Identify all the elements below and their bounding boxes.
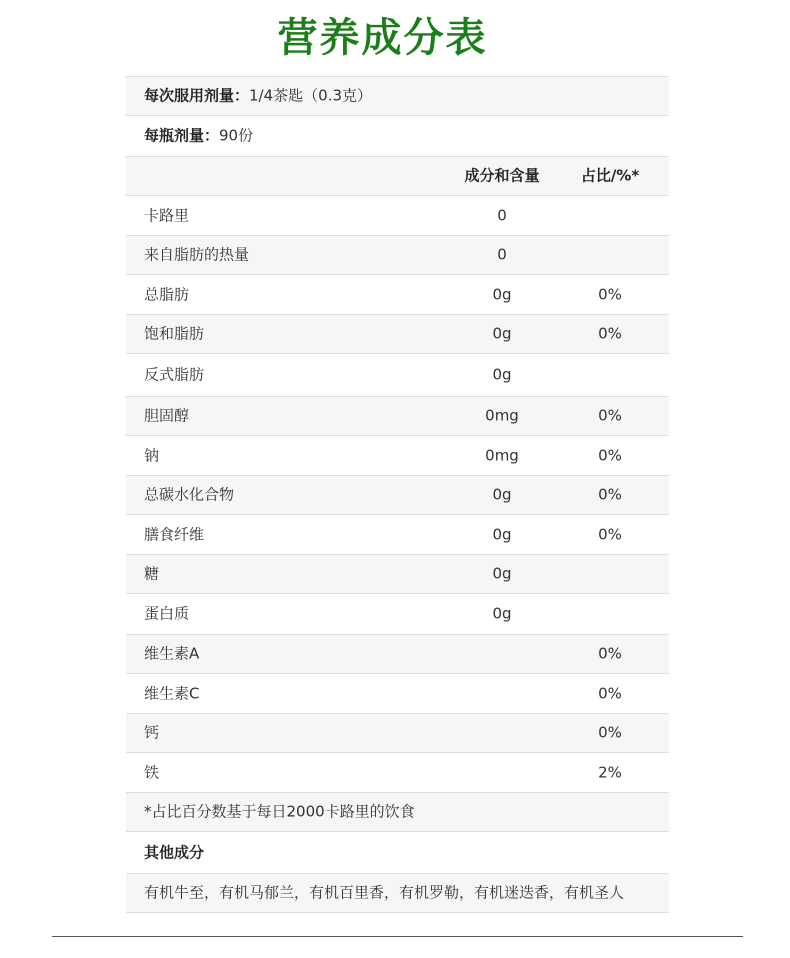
nutrient-percent: 0% xyxy=(598,684,622,702)
table-row xyxy=(126,314,669,353)
nutrition-table xyxy=(126,76,669,913)
nutrient-amount: 0g xyxy=(492,285,512,303)
nutrient-percent: 0% xyxy=(598,446,622,464)
nutrient-amount: 0mg xyxy=(485,406,519,425)
nutrient-percent: 0% xyxy=(598,644,622,663)
nutrient-amount: 0g xyxy=(492,485,512,504)
table-row xyxy=(126,396,669,435)
nutrient-amount: 0 xyxy=(497,206,507,224)
nutrient-rows xyxy=(126,195,669,792)
nutrient-amount: 0 xyxy=(497,245,507,264)
nutrient-amount: 0mg xyxy=(485,446,519,464)
table-row xyxy=(126,713,669,752)
table-row xyxy=(126,752,669,792)
nutrient-name: 铁 xyxy=(144,763,160,781)
nutrient-name: 饱和脂肪 xyxy=(144,324,205,343)
nutrient-name: 总脂肪 xyxy=(144,285,190,303)
other-ingredients-row xyxy=(126,873,669,913)
table-row xyxy=(126,673,669,713)
nutrient-name: 蛋白质 xyxy=(144,604,190,623)
nutrient-amount: 0g xyxy=(492,604,512,623)
table-header-row xyxy=(126,156,669,195)
serving-size-value: 1/4茶匙（0.3克） xyxy=(249,86,373,105)
nutrient-name: 来自脂肪的热量 xyxy=(144,245,250,264)
nutrient-name: 糖 xyxy=(144,564,160,583)
page-title: 营养成分表 xyxy=(277,15,488,61)
table-row xyxy=(126,593,669,634)
footnote: *占比百分数基于每日2000卡路里的饮食 xyxy=(144,802,415,821)
nutrient-name: 卡路里 xyxy=(144,206,190,224)
nutrient-name: 钠 xyxy=(144,446,160,464)
table-row xyxy=(126,274,669,314)
other-ingredients-text: 有机牛至，有机马郁兰，有机百里香，有机罗勒，有机迷迭香，有机圣人 xyxy=(144,883,625,902)
nutrient-amount: 0g xyxy=(492,525,512,543)
servings-per-bottle-row xyxy=(126,115,669,156)
table-row xyxy=(126,353,669,396)
nutrient-percent: 0% xyxy=(598,406,622,425)
nutrient-percent: 0% xyxy=(598,324,622,343)
nutrient-percent: 0% xyxy=(598,525,622,543)
footnote-row xyxy=(126,792,669,831)
percent-column-header: 占比/%* xyxy=(580,166,640,185)
servings-per-bottle-value: 90份 xyxy=(219,126,254,145)
serving-size-label: 每次服用剂量： xyxy=(144,86,250,105)
nutrient-percent: 0% xyxy=(598,485,622,504)
nutrient-name: 维生素C xyxy=(144,684,200,702)
table-row xyxy=(126,554,669,593)
nutrient-name: 钙 xyxy=(144,723,160,742)
nutrient-amount: 0g xyxy=(492,365,512,384)
nutrient-name: 总碳水化合物 xyxy=(144,485,235,504)
servings-per-bottle-label: 每瓶剂量： xyxy=(144,126,220,145)
nutrient-amount: 0g xyxy=(492,564,512,583)
nutrient-percent: 0% xyxy=(598,285,622,303)
amount-column-header: 成分和含量 xyxy=(464,166,540,185)
table-row xyxy=(126,475,669,514)
nutrient-percent: 0% xyxy=(598,723,622,742)
table-row xyxy=(126,195,669,235)
nutrient-name: 膳食纤维 xyxy=(144,525,205,543)
table-row xyxy=(126,435,669,475)
bottom-divider xyxy=(52,936,743,937)
other-ingredients-heading: 其他成分 xyxy=(144,843,205,861)
nutrient-name: 维生素A xyxy=(144,644,200,663)
table-row xyxy=(126,514,669,554)
serving-size-row xyxy=(126,76,669,115)
other-ingredients-heading-row xyxy=(126,831,669,873)
table-row xyxy=(126,634,669,673)
table-row xyxy=(126,235,669,274)
nutrient-percent: 2% xyxy=(598,763,622,781)
nutrient-name: 胆固醇 xyxy=(144,406,190,425)
nutrient-name: 反式脂肪 xyxy=(144,365,205,384)
nutrient-amount: 0g xyxy=(492,324,512,343)
